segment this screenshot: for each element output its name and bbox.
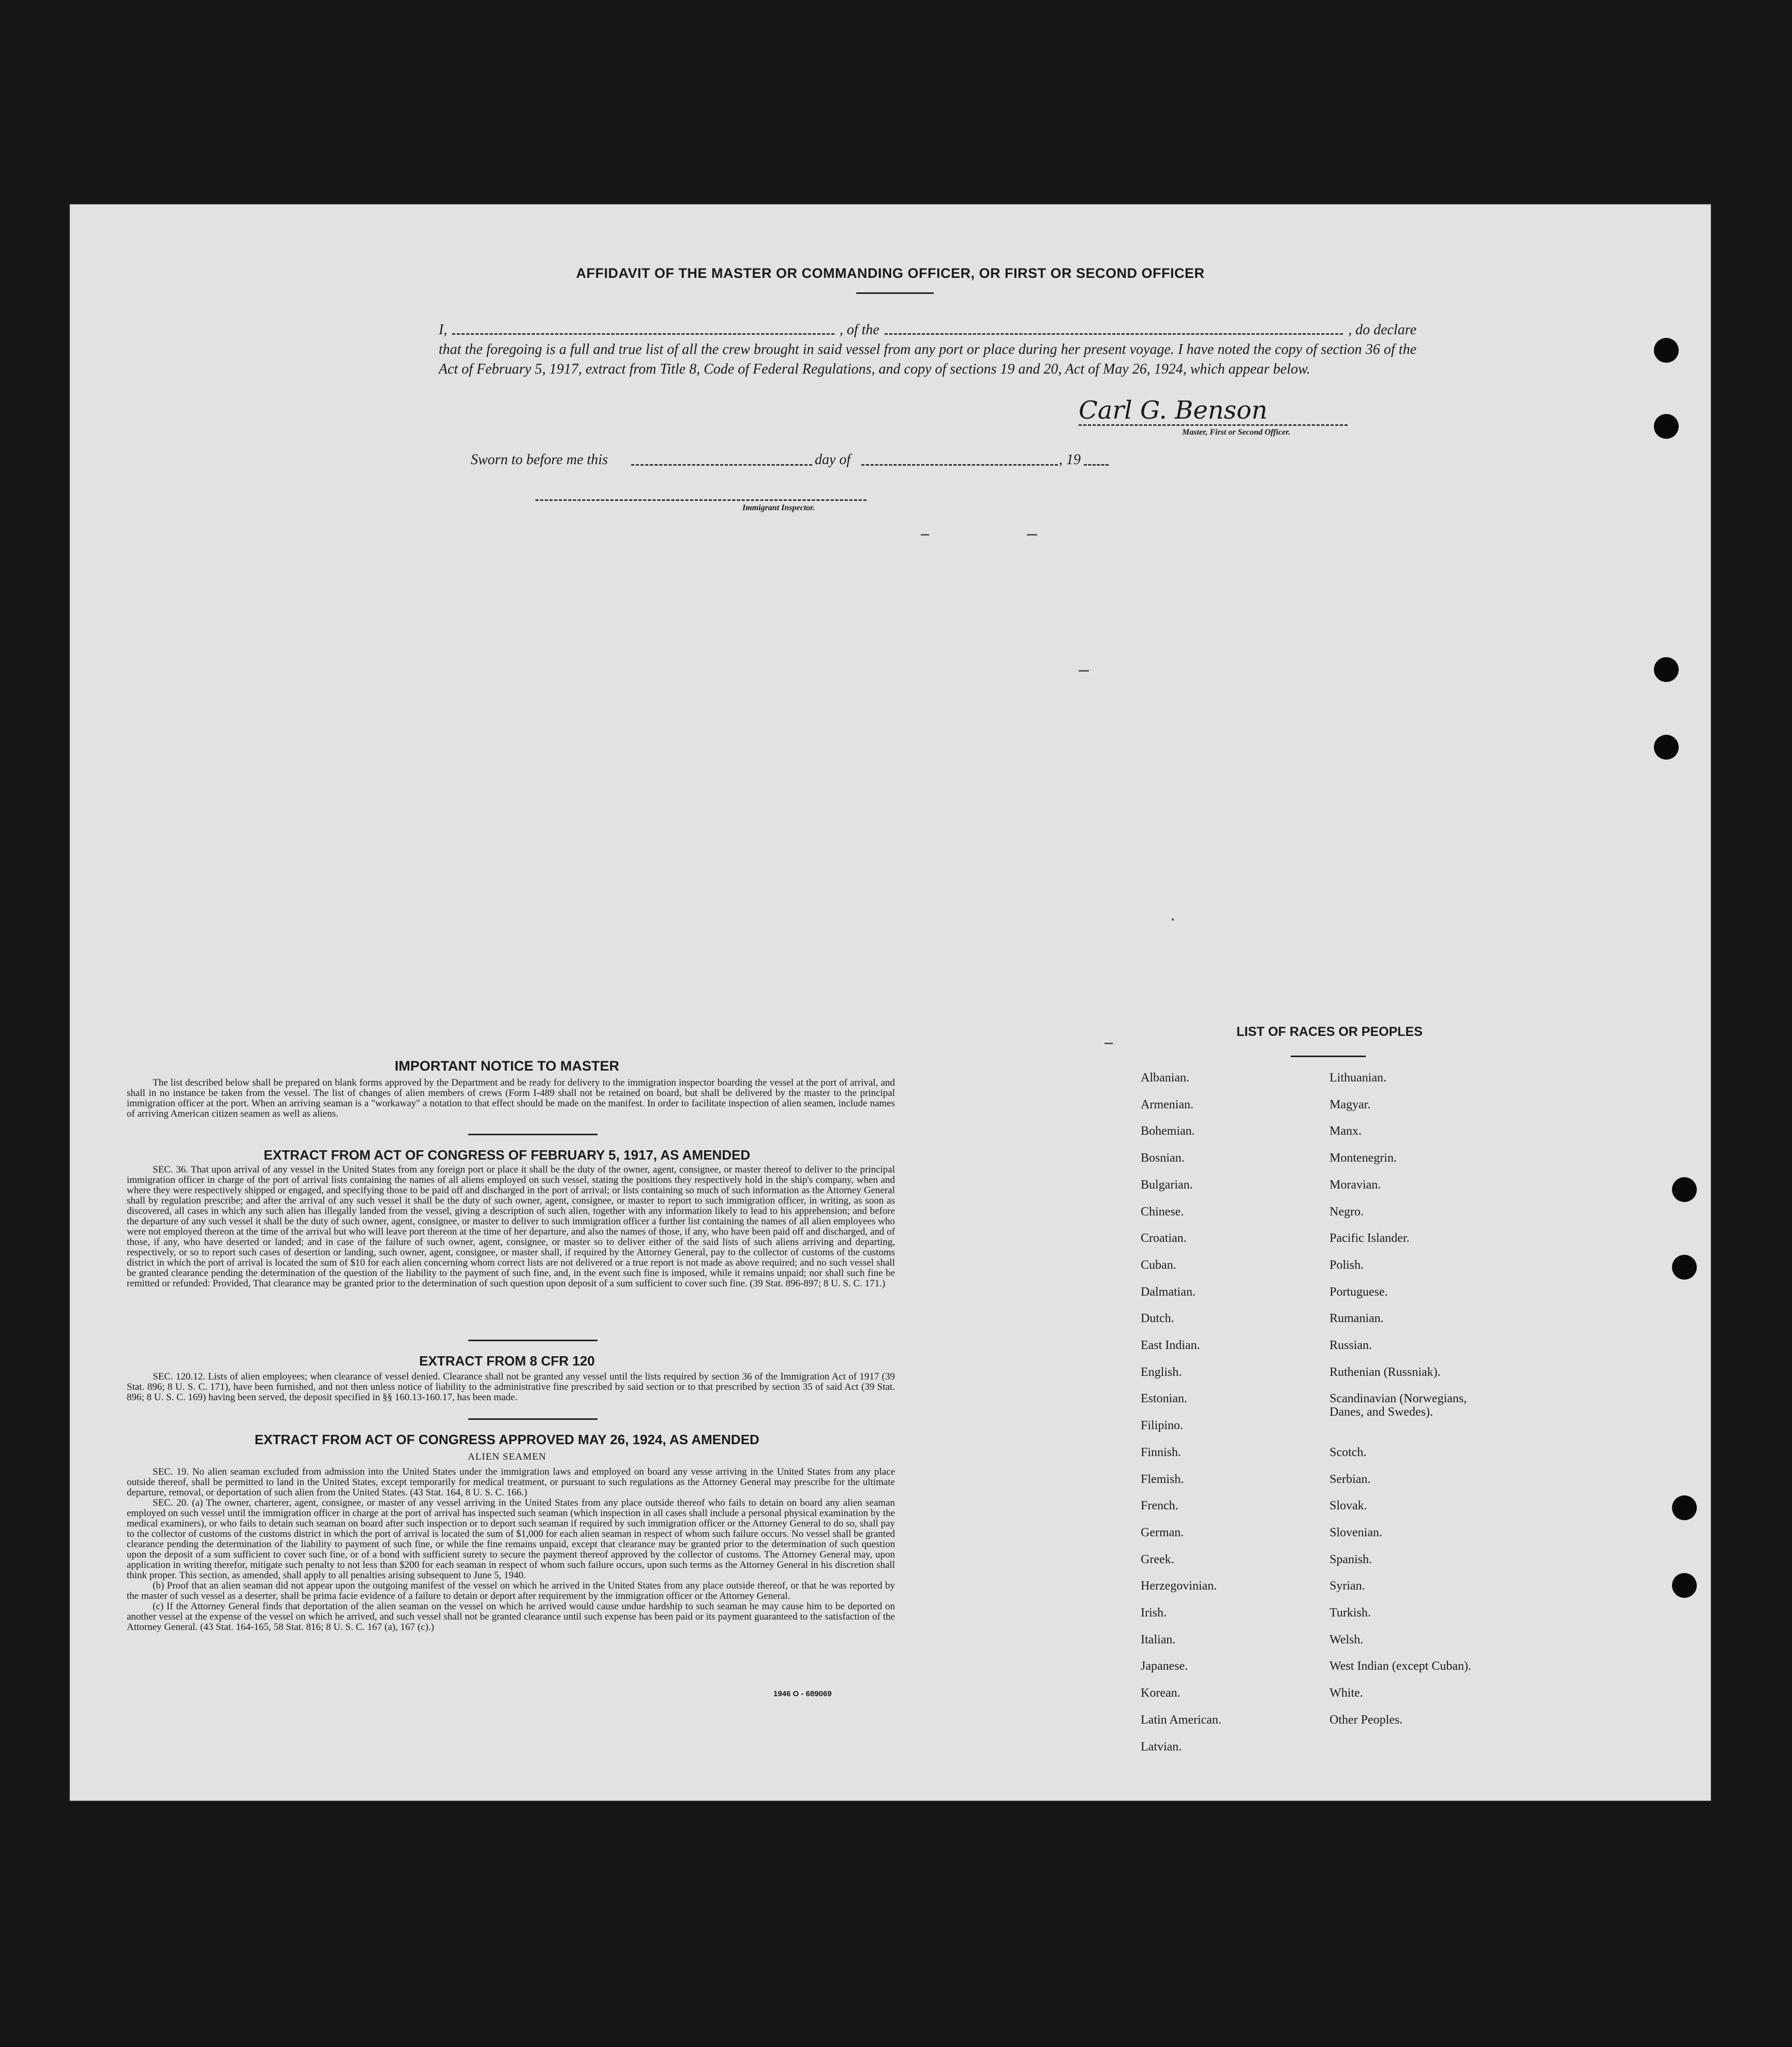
race-item: Moravian.	[1330, 1178, 1381, 1192]
signature-caption: Master, First or Second Officer.	[1182, 428, 1291, 437]
race-item: Russian.	[1330, 1339, 1372, 1352]
race-item: White.	[1330, 1686, 1363, 1700]
race-item: Negro.	[1330, 1205, 1364, 1219]
binder-hole	[1672, 1255, 1697, 1280]
race-item: Magyar.	[1330, 1098, 1371, 1111]
race-item: Flemish.	[1141, 1473, 1184, 1486]
race-item: Scotch.	[1330, 1446, 1367, 1459]
form-sheet	[70, 204, 1711, 1801]
race-item: Korean.	[1141, 1686, 1181, 1700]
extract-1924-subtitle: ALIEN SEAMEN	[468, 1451, 546, 1462]
race-item: Spanish.	[1330, 1553, 1372, 1566]
section-rule	[468, 1418, 598, 1420]
sworn-year-field[interactable]	[1084, 464, 1109, 466]
races-title: LIST OF RACES OR PEOPLES	[1236, 1025, 1423, 1039]
section-20a-text: SEC. 20. (a) The owner, charterer, agent, consignee, or master of any vessel arriving in the United States from any place outside thereof who fails to detain on board any alien seaman employed on such vessel until the immigration officer in charge at the port of arrival has inspected such seaman (which inspection in all cases shall include a personal physical examination by the medical examiners), or who fails to detain such seaman on board after such inspection or to deport such seaman if required by such immigration officer or the Attorney General to do so, shall pay to the collector of customs of the customs district in which the port of arrival is located the sum of $1,000 for each alien seaman in respect of whom such failure occurs. No vessel shall be granted clearance pending the determination of the liability to payment of such fine, or while the fine remains unpaid, except that clearance may be granted prior to the determination of such question upon the deposit of a sum sufficient to cover such fine, or of a bond with sufficient surety to secure the payment thereof approved by the collector of customs. The Attorney General may, upon application in writing therefor, mitigate such penalty to not less than $200 for each seaman in respect of whom such failure occurs, upon such terms as the Attorney General in his discretion shall think proper. This section, as amended, shall apply to all penalties arising subsequent to June 5, 1940.	[127, 1497, 895, 1581]
binder-hole	[1672, 1573, 1697, 1598]
affidavit-body-block	[439, 320, 1416, 379]
race-item: Bohemian.	[1141, 1124, 1195, 1138]
race-item: Pacific Islander.	[1330, 1232, 1410, 1245]
race-item: Italian.	[1141, 1633, 1176, 1646]
race-item: Greek.	[1141, 1553, 1174, 1566]
section-20b-text: (b) Proof that an alien seaman did not appear upon the outgoing manifest of the vessel on which he arrived in the United States from any place outside thereof, or that he was reported by the master of such vessel as a deserter, shall be prima facie evidence of a failure to detain or deport after requirement by the immigration officer or the Attorney General.	[127, 1580, 895, 1601]
section-19-text: SEC. 19. No alien seaman excluded from admission into the United States under the immigration laws and employed on board any vesse arriving in the United States from any place outside thereof, shall be permitted to land in the United States, except temporarily for medical treatment, or pursuant to such regulations as the Attorney General may prescribe for the ultimate departure, removal, or deportation of such alien from the United States. (43 Stat. 164, 8 U. S. C. 166.)	[127, 1466, 895, 1498]
affidavit-title: AFFIDAVIT OF THE MASTER OR COMMANDING OFFICER, OR FIRST OR SECOND OFFICER	[576, 265, 1205, 281]
binder-hole	[1654, 657, 1679, 682]
extract-cfr-title: EXTRACT FROM 8 CFR 120	[419, 1353, 595, 1369]
race-item: Welsh.	[1330, 1633, 1364, 1646]
extract-1924-body	[127, 1467, 895, 1633]
scan-speck	[1027, 534, 1037, 536]
scan-speck	[921, 534, 929, 536]
race-item: Herzegovinian.	[1141, 1579, 1217, 1593]
declaration-line	[439, 320, 1416, 340]
race-item: Latin American.	[1141, 1713, 1221, 1727]
scan-speck	[1079, 670, 1089, 672]
inspector-signature-line[interactable]	[535, 499, 867, 501]
binder-hole	[1654, 414, 1679, 439]
binder-hole	[1672, 1495, 1697, 1520]
binder-hole	[1654, 338, 1679, 363]
do-declare-label: , do declare	[1348, 322, 1416, 338]
race-item: Lithuanian.	[1330, 1071, 1386, 1085]
scan-speck	[1104, 1043, 1113, 1044]
race-item: Serbian.	[1330, 1473, 1371, 1486]
race-item: Cuban.	[1141, 1258, 1176, 1272]
notice-body: The list described below shall be prepared on blank forms approved by the Department and be ready for delivery to the immigration inspector boarding the vessel at the port of arrival, and shall in no instance be taken from the vessel. The list of changes of alien members of crews (Form I-489 shall not be retained on board, but shall be delivered by the master to the principal immigration officer at the port. When an arriving seaman is a "workaway" a notation to that effect should be made on the manifest. In order to facilitate inspection of alien seamen, include names of arriving American citizen seamen as well as aliens.	[127, 1077, 895, 1119]
race-item: Dalmatian.	[1141, 1285, 1196, 1299]
year-label: , 19	[1059, 452, 1081, 468]
extract-1917-title: EXTRACT FROM ACT OF CONGRESS OF FEBRUARY 5, 1917, AS AMENDED	[263, 1147, 751, 1163]
race-item: English.	[1141, 1366, 1182, 1379]
race-item: Estonian.	[1141, 1392, 1187, 1405]
race-item: Portuguese.	[1330, 1285, 1388, 1299]
race-item: Bosnian.	[1141, 1151, 1185, 1165]
race-item: Bulgarian.	[1141, 1178, 1193, 1192]
race-item: Ruthenian (Russniak).	[1330, 1366, 1441, 1379]
scan-speck	[1172, 918, 1174, 921]
race-item: Montenegrin.	[1330, 1151, 1397, 1165]
binder-hole	[1672, 1177, 1697, 1202]
signature-line[interactable]	[1079, 424, 1348, 426]
day-of-label: day of	[815, 452, 851, 468]
sworn-label: Sworn to before me this	[471, 452, 608, 468]
race-item: Armenian.	[1141, 1098, 1193, 1111]
vessel-field[interactable]	[885, 320, 1343, 335]
extract-1917-body: SEC. 36. That upon arrival of any vessel in the United States from any foreign port or place it shall be the duty of the owner, agent, consignee, or master thereof to deliver to the principal immigration officer in charge of the port of arrival lists containing the names of all aliens employed on such vessel, stating the positions they respectively hold in the ship's company, when and where they were respectively shipped or engaged, and specifying those to be paid off and discharged in the port of arrival; or lists containing so much of such information as the Attorney General shall by regulation prescribe; and after the arrival of any such vessel it shall be the duty of such owner, agent, consignee, or master to report to such immigration officer, in writing, as soon as discovered, all cases in which any such alien has illegally landed from the vessel, giving a description of such alien, together with any information likely to lead to his apprehension; and before the departure of any such vessel it shall be the duty of such owner, agent, consignee, or master to deliver to such immigration officer a further list containing the names of all alien employees who were not employed thereon at the time of the arrival but who will leave port thereon at the time of her departure, and also the names of those, if any, who have been paid off and discharged, and of those, if any, who have deserted or landed; and in case of the failure of such owner, agent, consignee, or master so to deliver either of the said lists of such aliens arriving and departing, respectively, or so to report such cases of desertion or landing, such owner, agent, consignee, or master shall, if required by the Attorney General, pay to the collector of customs of the customs district in which the port of arrival is located the sum of $10 for each alien concerning whom correct lists are not delivered or a true report is not made as above required; and no such vessel shall be granted clearance pending the determination of the question of the liability to the payment of such fine, and, in the event such fine is imposed, while it remains unpaid; nor shall such fine be remitted or refunded: Provided, That clearance may be granted prior to the determination of such question upon deposit of a sum sufficient to cover such fine. (39 Stat. 896-897; 8 U. S. C. 171.)	[127, 1164, 895, 1289]
extract-cfr-body: SEC. 120.12. Lists of alien employees; when clearance of vessel denied. Clearance shall not be granted any vessel until the lists required by section 36 of the Immigration Act of 1917 (39 Stat. 896; 8 U. S. C. 171), have been furnished, and not then unless notice of liability to the administrative fine prescribed by said section or to that prescribed by section 35 of said Act (39 Stat. 896; 8 U. S. C. 169) having been served, the deposit specified in §§ 160.13-160.17, has been made.	[127, 1371, 895, 1403]
race-item: West Indian (except Cuban).	[1330, 1659, 1471, 1673]
race-item: French.	[1141, 1499, 1178, 1512]
extract-1924-title: EXTRACT FROM ACT OF CONGRESS APPROVED MAY 26, 1924, AS AMENDED	[255, 1432, 759, 1447]
race-item: Dutch.	[1141, 1312, 1174, 1325]
affidavit-statement: that the foregoing is a full and true list of all the crew brought in said vessel from any port or place during her present voyage. I have noted the copy of section 36 of the Act of February 5, 1917, extract from Title 8, Code of Federal Regulations, and copy of sections 19 and 20, Act of May 26, 1924, which appear below.	[439, 342, 1416, 377]
race-item: Albanian.	[1141, 1071, 1189, 1085]
race-item: Syrian.	[1330, 1579, 1365, 1593]
race-item: Chinese.	[1141, 1205, 1184, 1219]
race-item: East Indian.	[1141, 1339, 1200, 1352]
race-item: Latvian.	[1141, 1740, 1182, 1754]
races-title-rule	[1291, 1056, 1366, 1057]
notice-title: IMPORTANT NOTICE TO MASTER	[395, 1058, 619, 1074]
binder-hole	[1654, 735, 1679, 760]
race-item: Filipino.	[1141, 1419, 1184, 1432]
race-item: Irish.	[1141, 1606, 1167, 1620]
i-label: I,	[439, 322, 447, 338]
sworn-month-field[interactable]	[861, 464, 1058, 466]
section-rule	[468, 1134, 598, 1135]
race-item: Polish.	[1330, 1258, 1364, 1272]
inspector-caption: Immigrant Inspector.	[742, 503, 815, 512]
print-code: 1946 O - 689069	[773, 1689, 832, 1698]
section-rule	[468, 1340, 598, 1341]
race-item: Finnish.	[1141, 1446, 1182, 1459]
name-field[interactable]	[452, 320, 834, 335]
section-20c-text: (c) If the Attorney General finds that deportation of the alien seaman on the vessel on which he arrived would cause undue hardship to such seaman he may cause him to be deported on another vessel at the expense of the vessel on which he arrived, and such vessel shall not be granted clearance until such expense has been paid or its payment guaranteed to the satisfaction of the Attorney General. (43 Stat. 164-165, 58 Stat. 816; 8 U. S. C. 167 (a), 167 (c).)	[127, 1601, 895, 1633]
race-item: Manx.	[1330, 1124, 1362, 1138]
race-item: Rumanian.	[1330, 1312, 1384, 1325]
race-item: German.	[1141, 1526, 1184, 1539]
race-item: Turkish.	[1330, 1606, 1371, 1620]
race-item: Slovak.	[1330, 1499, 1367, 1512]
race-item: Japanese.	[1141, 1659, 1188, 1673]
race-item: Scandinavian (Norwegians, Danes, and Swedes).	[1330, 1392, 1467, 1419]
master-signature: Carl G. Benson	[1079, 396, 1268, 425]
race-item: Slovenian.	[1330, 1526, 1382, 1539]
race-item: Croatian.	[1141, 1232, 1187, 1245]
title-rule	[856, 292, 934, 294]
race-item: Other Peoples.	[1330, 1713, 1403, 1727]
sworn-day-field[interactable]	[631, 464, 812, 466]
of-the-label: , of the	[839, 322, 879, 338]
